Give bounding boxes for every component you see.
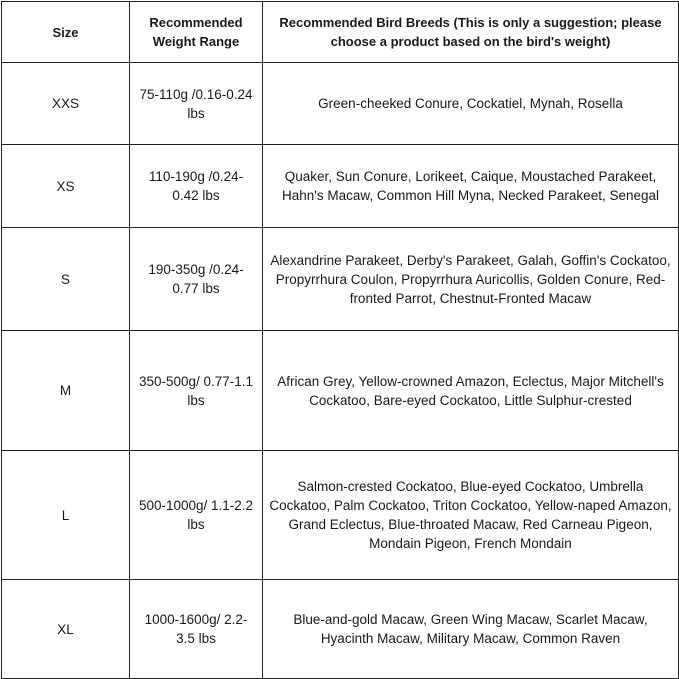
size-cell: L xyxy=(2,451,130,580)
size-cell: XXS xyxy=(2,63,130,145)
breeds-cell: Green-cheeked Conure, Cockatiel, Mynah, Rosella xyxy=(263,63,679,145)
weight-cell: 75-110g /0.16-0.24 lbs xyxy=(130,63,263,145)
weight-cell: 350-500g/ 0.77-1.1 lbs xyxy=(130,331,263,451)
size-cell: XS xyxy=(2,145,130,228)
table-row xyxy=(2,145,679,228)
table-row xyxy=(2,331,679,451)
table-row xyxy=(2,228,679,331)
header-weight: Recommended Weight Range xyxy=(130,2,263,63)
header-breeds: Recommended Bird Breeds (This is only a suggestion; please choose a product based on the bird's weight) xyxy=(263,2,679,63)
breeds-cell: African Grey, Yellow-crowned Amazon, Eclectus, Major Mitchell's Cockatoo, Bare-eyed Cockatoo, Little Sulphur-crested xyxy=(263,331,679,451)
size-cell: XL xyxy=(2,580,130,679)
breeds-cell: Alexandrine Parakeet, Derby's Parakeet, Galah, Goffin's Cockatoo, Propyrrhura Coulon, Propyrrhura Auricollis, Golden Conure, Red-fronted Parrot, Chestnut-Fronted Macaw xyxy=(263,228,679,331)
breeds-cell: Blue-and-gold Macaw, Green Wing Macaw, Scarlet Macaw, Hyacinth Macaw, Military Macaw, Common Raven xyxy=(263,580,679,679)
table-row xyxy=(2,580,679,679)
size-cell: S xyxy=(2,228,130,331)
size-cell: M xyxy=(2,331,130,451)
header-size: Size xyxy=(2,2,130,63)
breeds-cell: Salmon-crested Cockatoo, Blue-eyed Cockatoo, Umbrella Cockatoo, Palm Cockatoo, Triton Cockatoo, Yellow-naped Amazon, Grand Eclectus, Blue-throated Macaw, Red Carneau Pigeon, Mondain Pigeon, French Mondain xyxy=(263,451,679,580)
weight-cell: 110-190g /0.24-0.42 lbs xyxy=(130,145,263,228)
weight-cell: 1000-1600g/ 2.2-3.5 lbs xyxy=(130,580,263,679)
weight-cell: 500-1000g/ 1.1-2.2 lbs xyxy=(130,451,263,580)
breeds-cell: Quaker, Sun Conure, Lorikeet, Caique, Moustached Parakeet, Hahn's Macaw, Common Hill Myna, Necked Parakeet, Senegal xyxy=(263,145,679,228)
table-row xyxy=(2,451,679,580)
header-row xyxy=(2,2,679,63)
weight-cell: 190-350g /0.24-0.77 lbs xyxy=(130,228,263,331)
size-chart-table xyxy=(1,1,679,679)
table-row xyxy=(2,63,679,145)
